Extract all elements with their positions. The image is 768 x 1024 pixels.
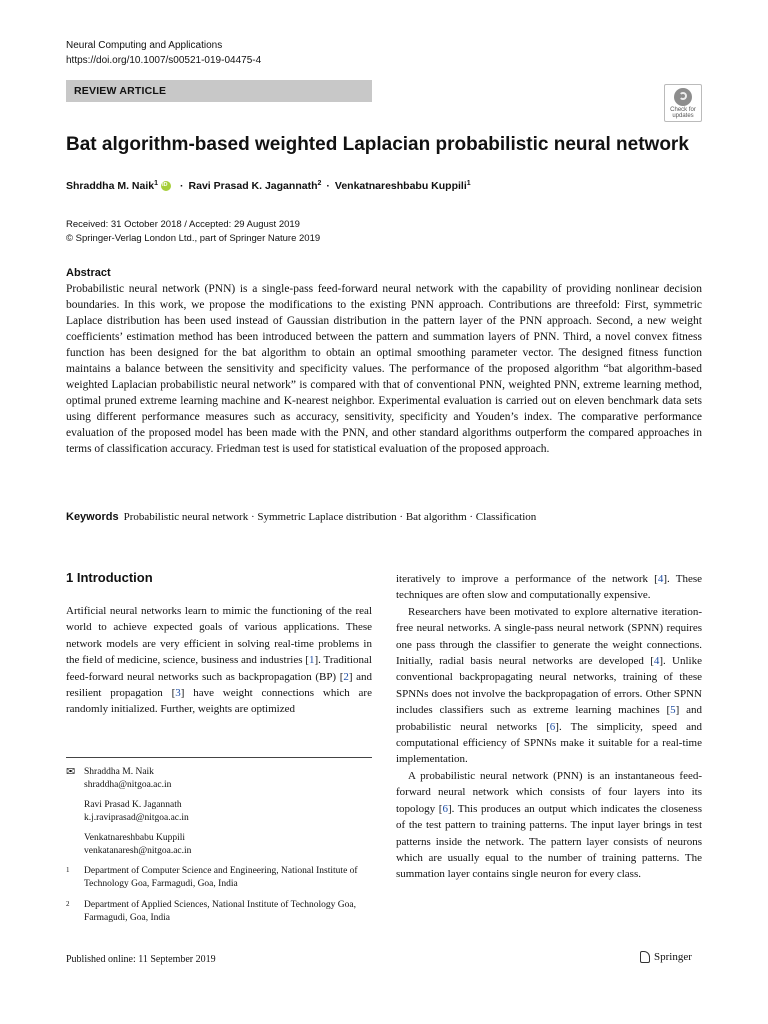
affiliation-text: Department of Computer Science and Engineering, National Institute of Technology Goa, Farmagudi, Goa, India bbox=[84, 866, 358, 889]
contact-name: Ravi Prasad K. Jagannath bbox=[84, 800, 182, 810]
orcid-icon[interactable] bbox=[161, 181, 171, 191]
affiliation-text: Department of Applied Sciences, National Institute of Technology Goa, Farmagudi, Goa, India bbox=[84, 900, 356, 923]
section-heading-introduction: 1 Introduction bbox=[66, 570, 153, 585]
contact-block bbox=[66, 766, 372, 858]
intro-paragraph: Researchers have been motivated to explore alternative iteration-free neural networks. A single-pass neural network (SPNN) requires one pass through the classifier to generate the weight connections. Initially, radial basis neural networks are developed [4]. Unlike conventional backpropagating neural networks, training of these SPNNs does not involve the backpropagation of errors. Other SPNN includes classifiers such as extreme learning machines [5] and probabilistic neural networks [6]. The simplicity, speed and computational efficiency of SPNNs make it suitable for a real-time implementation. bbox=[396, 605, 702, 766]
author-list bbox=[66, 180, 471, 192]
contact-name: Venkatnareshbabu Kuppili bbox=[84, 833, 186, 843]
reference-link[interactable]: 4 bbox=[657, 573, 664, 585]
received-accepted-dates: Received: 31 October 2018 / Accepted: 29 August 2019 bbox=[66, 219, 300, 230]
author-separator: · bbox=[326, 180, 330, 192]
journal-name: Neural Computing and Applications bbox=[66, 40, 223, 51]
left-column bbox=[66, 603, 372, 718]
contact-email[interactable]: shraddha@nitgoa.ac.in bbox=[84, 780, 172, 790]
author-name[interactable]: Shraddha M. Naik bbox=[66, 180, 155, 192]
keywords-line bbox=[66, 511, 536, 523]
contact-name: Shraddha M. Naik bbox=[84, 767, 154, 777]
check-for-updates-badge[interactable] bbox=[664, 84, 702, 122]
author-affiliation-mark: 1 bbox=[154, 179, 159, 187]
intro-paragraph: A probabilistic neural network (PNN) is an instantaneous feed-forward neural network which consists of four layers into its topology [6]. This produces an output which indicates the closeness of the test pattern to training patterns. The input layer brings in test patterns inside the network. The pattern layer consists of neurons which are usually equal to the number of training patterns. The summation layer contains single neuron for every class. bbox=[396, 769, 702, 881]
author-name[interactable]: Ravi Prasad K. Jagannath bbox=[188, 180, 318, 192]
affiliation-footnote bbox=[66, 899, 372, 925]
publisher-logo bbox=[640, 951, 692, 963]
article-title: Bat algorithm-based weighted Laplacian probabilistic neural network bbox=[66, 134, 689, 155]
reference-link[interactable]: 6 bbox=[549, 720, 556, 733]
springer-horse-icon bbox=[640, 951, 650, 963]
reference-link[interactable]: 4 bbox=[653, 655, 660, 668]
copyright-notice: © Springer-Verlag London Ltd., part of Springer Nature 2019 bbox=[66, 233, 321, 244]
abstract-body: Probabilistic neural network (PNN) is a single-pass feed-forward neural network with the capability of providing nonlinear decision boundaries. In this work, we propose the modifications to the existing PNN approach. Contributions are threefold: First, symmetric Laplace distribution has been used instead of Gaussian distribution in the pattern layer of the PNN approach. Second, a new weight coefficients’ estimation method has been introduced between the pattern and summation layers of PNN. Third, a novel convex fitness function has been designed for the bat algorithm to obtain an optimal smoothing parameter vector. The designed fitness function maintains a balance between the sensitivity and specificity values. The performance of the proposed algorithm “bat algorithm-based weighted Laplacian probabilistic neural network” is compared with that of conventional PNN, weighted PNN, extreme learning method, optimal pruned extreme learning machine and K-nearest neighbor. Experimental evaluation is carried out on eleven benchmark data sets using different performance measures such as accuracy, sensitivity, specificity and Youden’s index. The comparative performance evaluation of the proposed model has been made with the PNN, and other standard algorithms outperform the compared approaches in terms of classification accuracy. Friedman test is used for statistical evaluation of the proposed approach. bbox=[66, 283, 702, 455]
reference-link[interactable]: 3 bbox=[175, 687, 181, 700]
intro-paragraph: iteratively to improve a performance of the network [4]. These techniques are often slow and computationally expensive. bbox=[396, 573, 702, 602]
author-affiliation-mark: 2 bbox=[317, 179, 322, 187]
reference-link[interactable]: 6 bbox=[442, 802, 448, 815]
check-updates-icon bbox=[674, 88, 692, 106]
affiliation-footnote bbox=[66, 865, 372, 891]
check-updates-label: Check for updates bbox=[670, 107, 696, 119]
article-type-band: REVIEW ARTICLE bbox=[66, 80, 372, 102]
contact-email[interactable]: k.j.raviprasad@nitgoa.ac.in bbox=[84, 813, 189, 823]
publisher-name: Springer bbox=[654, 951, 692, 963]
intro-paragraph: Artificial neural networks learn to mimic the functioning of the real world to achieve expected goals of various applications. These network models are very efficient in solving real-time problems in the field of medicine, science, business and industries [1]. Traditional feed-forward neural networks such as backpropagation (BP) [2] and resilient propagation [3] have weight connections which are randomly initialized. Further, weights are optimized bbox=[66, 605, 372, 716]
author-name[interactable]: Venkatnareshbabu Kuppili bbox=[334, 180, 467, 192]
contact-email[interactable]: venkatanaresh@nitgoa.ac.in bbox=[84, 846, 192, 856]
keywords-list: Probabilistic neural network · Symmetric Laplace distribution · Bat algorithm · Classification bbox=[123, 511, 537, 523]
footnote-divider bbox=[66, 757, 372, 758]
reference-link[interactable]: 5 bbox=[670, 704, 676, 717]
affiliation-number: 2 bbox=[66, 900, 70, 908]
doi-link[interactable]: https://doi.org/10.1007/s00521-019-04475-4 bbox=[66, 55, 262, 66]
published-online-date: Published online: 11 September 2019 bbox=[66, 954, 216, 965]
author-affiliation-mark: 1 bbox=[466, 179, 471, 187]
keywords-label: Keywords bbox=[66, 511, 119, 523]
footnotes bbox=[66, 766, 372, 933]
right-column bbox=[396, 571, 702, 883]
abstract-heading: Abstract bbox=[66, 267, 111, 279]
reference-link[interactable]: 1 bbox=[308, 654, 315, 667]
reference-link[interactable]: 2 bbox=[343, 670, 349, 683]
envelope-icon: ✉ bbox=[66, 766, 76, 778]
affiliation-number: 1 bbox=[66, 866, 70, 874]
author-separator: · bbox=[180, 180, 184, 192]
